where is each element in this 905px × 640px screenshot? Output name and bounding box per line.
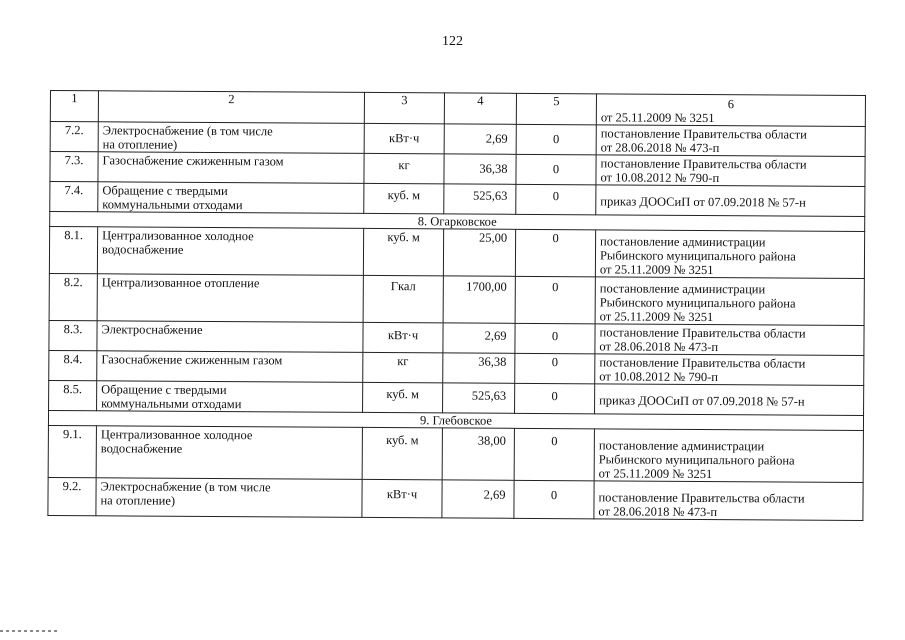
value-col-5: 0 [516, 124, 596, 154]
unit: кг [364, 153, 444, 183]
unit: куб. м [363, 382, 443, 412]
value-col-5: 0 [516, 154, 596, 184]
value-col-4: 1700,00 [443, 276, 515, 323]
row-number: 9.2. [48, 477, 96, 515]
unit: куб. м [362, 427, 442, 479]
value-col-4: 2,69 [443, 323, 515, 353]
legal-basis: постановление Правительства области от 28.06.2018 № 473-п [594, 481, 863, 521]
legal-basis: постановление Правительства области от 28.06.2018 № 473-п [596, 125, 865, 157]
legal-basis: приказ ДООСиП от 07.09.2018 № 57-н [595, 384, 864, 416]
header-col-4: 4 [444, 93, 516, 124]
section-title: 8. Огарковское [50, 212, 865, 232]
legal-basis: постановление администрации Рыбинского муниципального района от 25.11.2009 № 3251 [594, 429, 863, 483]
table-row [48, 477, 863, 520]
unit: куб. м [363, 228, 443, 275]
unit: куб. м [364, 183, 444, 213]
row-number: 8.4. [49, 350, 97, 380]
legal-basis: постановление администрации Рыбинского муниципального района от 25.11.2009 № 3251 [595, 277, 864, 326]
header-col-3: 3 [364, 92, 444, 123]
page-number: 122 [442, 34, 463, 49]
row-number: 7.4. [50, 182, 98, 212]
table-row [50, 182, 865, 217]
service-name: Централизованное отопление [97, 274, 363, 323]
row-number: 8.3. [49, 320, 97, 350]
value-col-5: 0 [515, 353, 595, 383]
value-col-5: 0 [515, 383, 595, 413]
value-col-5: 0 [515, 323, 595, 353]
header-col-1: 1 [50, 91, 98, 122]
value-col-4: 2,69 [444, 124, 516, 154]
value-col-4: 38,00 [442, 428, 514, 480]
unit: кВт·ч [364, 123, 444, 153]
row-number: 7.2. [50, 122, 98, 152]
regulation-table [47, 90, 866, 521]
continuation-basis: от 25.11.2009 № 3251 [600, 110, 715, 126]
service-name: Обращение с твердыми коммунальными отходами [98, 182, 364, 214]
value-col-5: 0 [516, 184, 596, 214]
table-row [49, 350, 864, 385]
value-col-4: 525,63 [444, 184, 516, 214]
unit: Гкал [363, 275, 443, 322]
legal-basis: приказ ДООСиП от 07.09.2018 № 57-н [596, 185, 865, 217]
row-number: 8.5. [49, 380, 97, 410]
table-row [49, 320, 864, 355]
header-col-2: 2 [98, 91, 364, 124]
legal-basis: постановление Правительства области от 28.06.2018 № 473-п [595, 324, 864, 356]
unit: кг [363, 352, 443, 382]
legal-basis: постановление Правительства области от 10.08.2012 № 790-п [595, 354, 864, 386]
table-row [49, 227, 864, 279]
table-row [50, 152, 865, 187]
value-col-5: 0 [514, 428, 594, 480]
value-col-5: 0 [514, 480, 594, 518]
legal-basis: постановление Правительства области от 10.08.2012 № 790-п [596, 155, 865, 187]
section-title: 9. Глебовское [48, 410, 863, 430]
unit: кВт·ч [363, 322, 443, 352]
service-name: Обращение с твердыми коммунальными отходами [97, 381, 363, 413]
service-name: Газоснабжение сжиженным газом [97, 351, 363, 383]
value-col-4: 36,38 [443, 353, 515, 383]
table-row [48, 425, 863, 482]
value-col-5: 0 [515, 276, 595, 323]
value-col-4: 25,00 [443, 229, 515, 276]
row-number: 8.2. [49, 273, 97, 320]
service-name: Электроснабжение (в том числе на отопление) [96, 478, 362, 518]
service-name: Электроснабжение [97, 321, 363, 353]
row-number: 8.1. [49, 227, 97, 274]
value-col-5: 0 [515, 229, 595, 276]
table-row [50, 122, 865, 157]
table-header-row [50, 91, 865, 127]
unit: кВт·ч [362, 479, 442, 517]
service-name: Централизованное холодное водоснабжение [97, 227, 363, 276]
scan-artifact [0, 630, 60, 632]
row-number: 7.3. [50, 152, 98, 182]
service-name: Электроснабжение (в том числе на отопление) [98, 122, 364, 154]
value-col-4: 525,63 [443, 383, 515, 413]
header-col-5: 5 [516, 93, 596, 124]
header-col-6: 6 от 25.11.2009 № 3251 [596, 94, 865, 127]
value-col-4: 2,69 [442, 480, 514, 518]
row-number: 9.1. [48, 425, 96, 477]
table-row [49, 380, 864, 415]
value-col-4: 36,38 [444, 154, 516, 184]
service-name: Газоснабжение сжиженным газом [98, 152, 364, 184]
legal-basis: постановление администрации Рыбинского муниципального района от 25.11.2009 № 3251 [595, 230, 864, 279]
table-row [49, 273, 864, 325]
service-name: Централизованное холодное водоснабжение [96, 426, 362, 480]
